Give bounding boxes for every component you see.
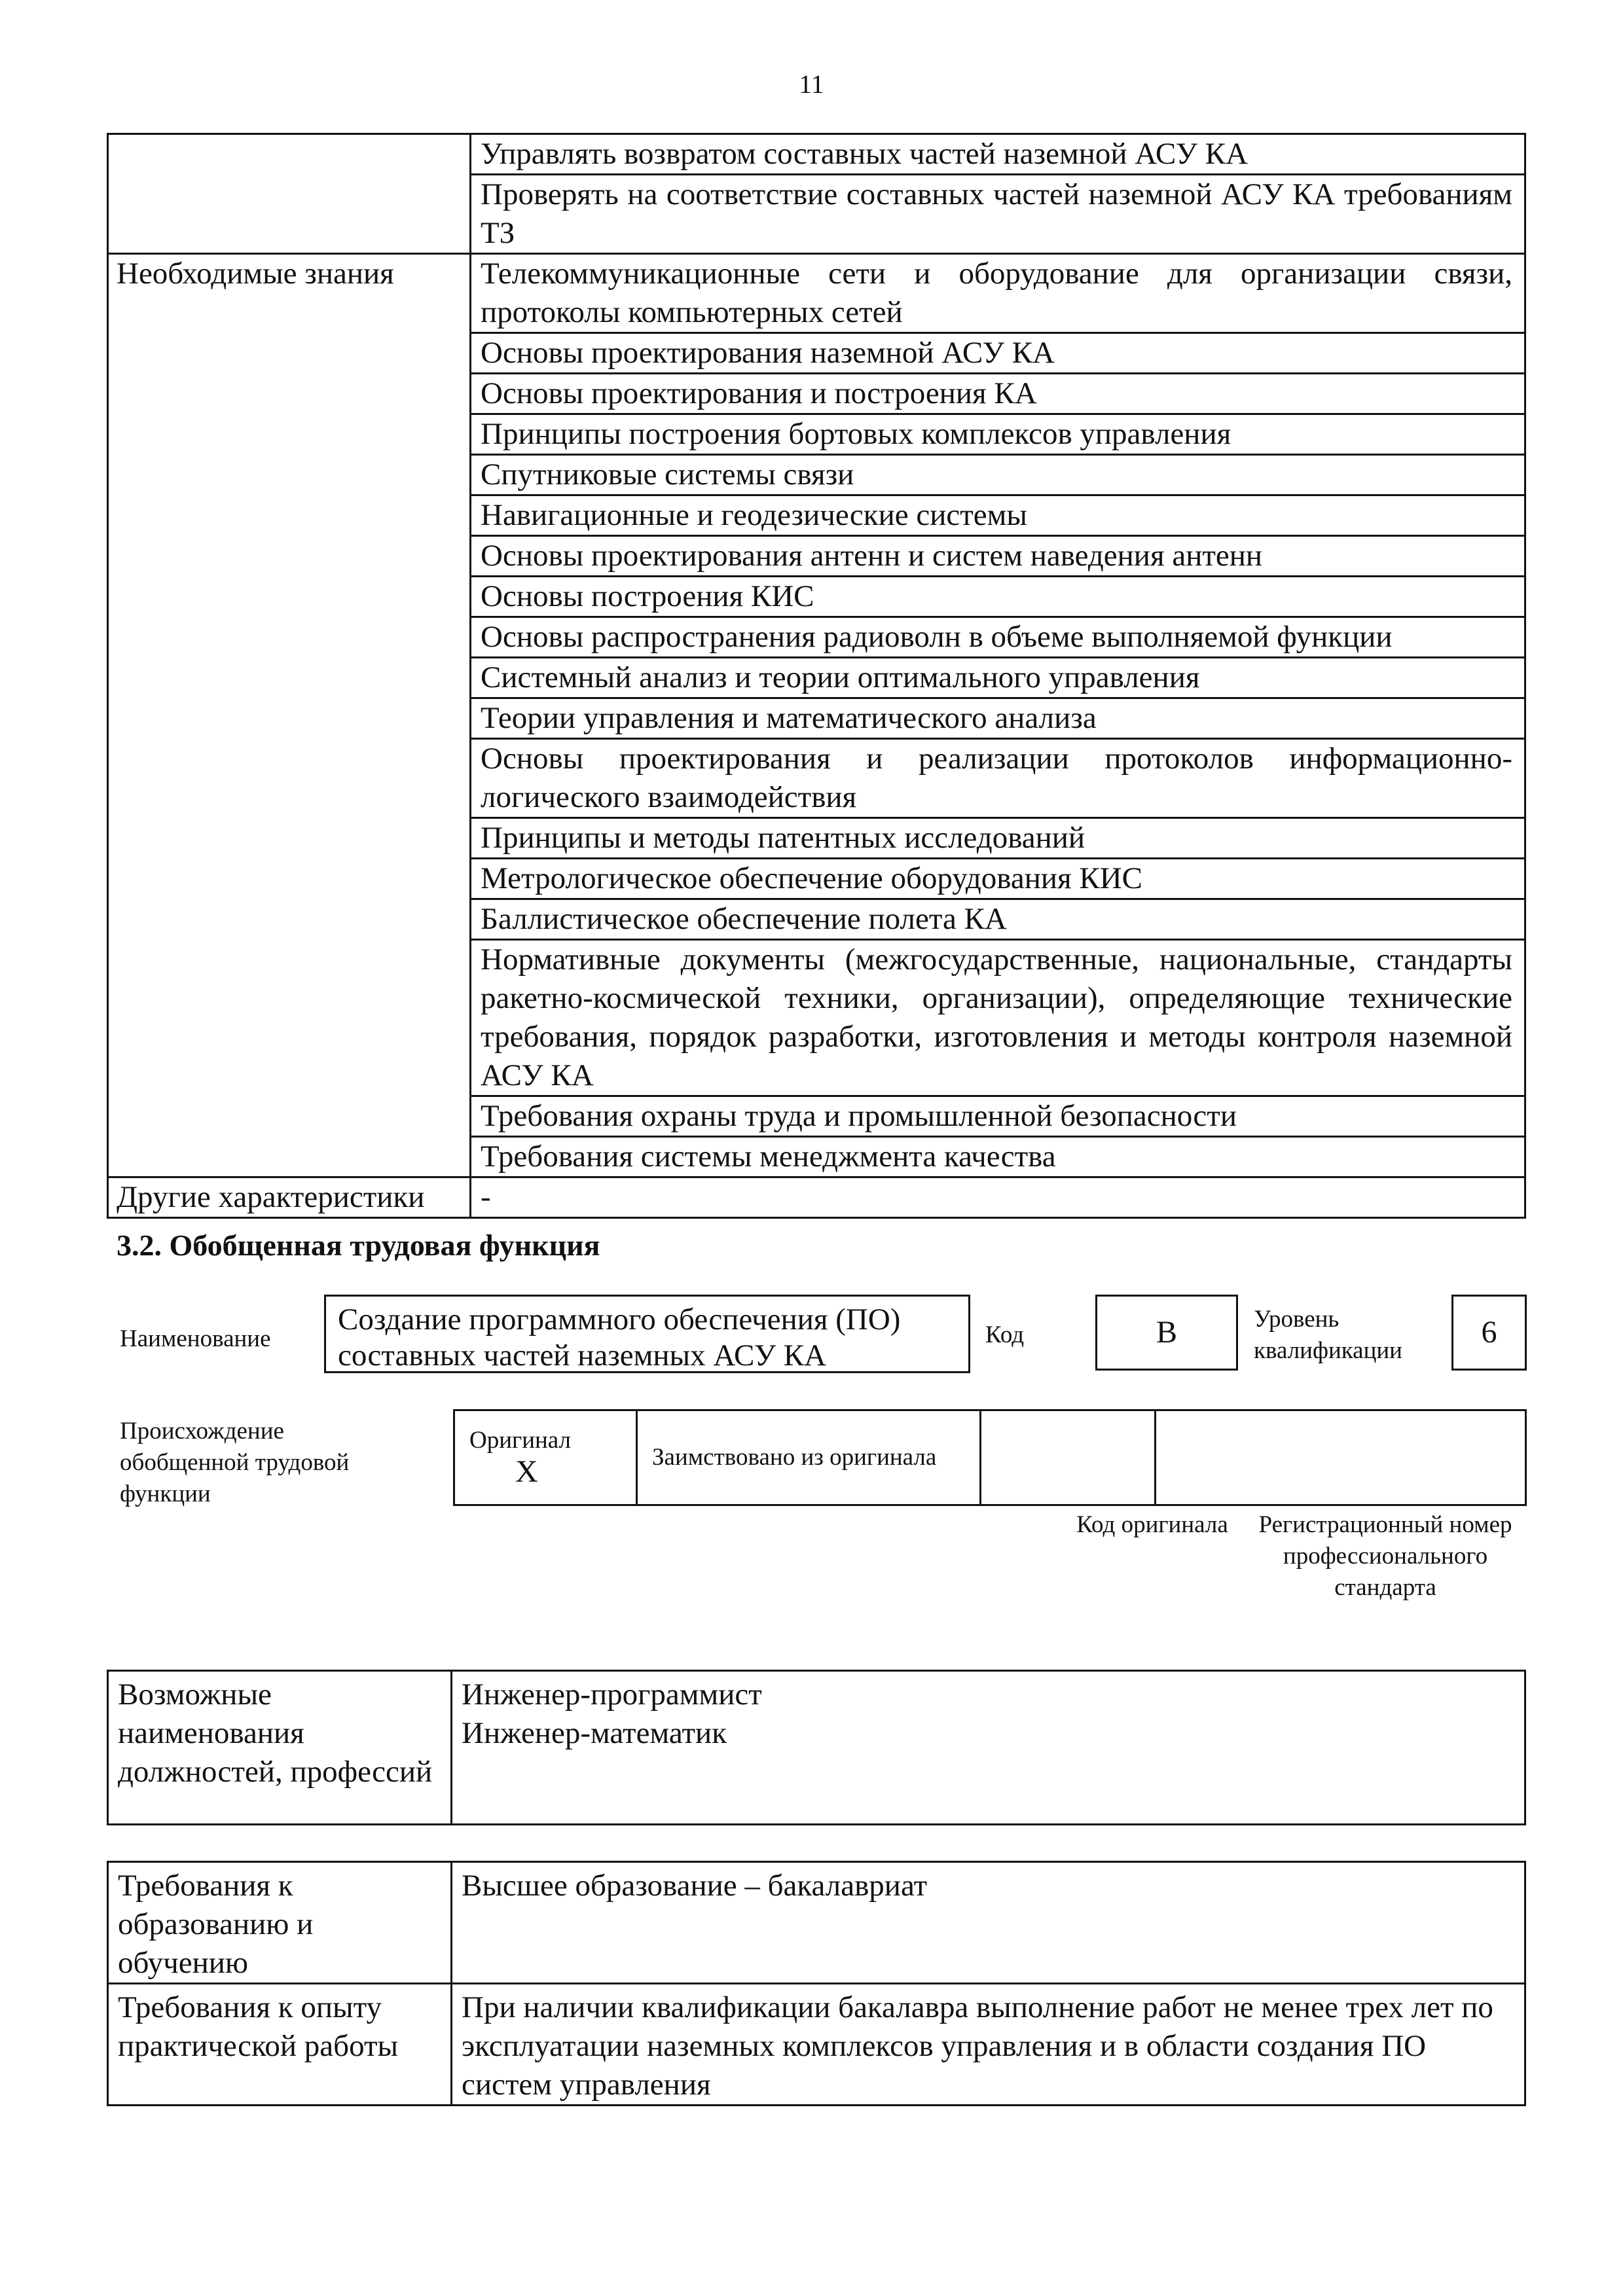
table-row (108, 1177, 1525, 1218)
row-text: Основы построения КИС (471, 577, 1525, 617)
code-label: Код (985, 1321, 1025, 1348)
experience-label: Требования к опыту практической работы (108, 1984, 452, 2106)
row-text: Принципы построения бортовых комплексов управления (471, 414, 1525, 455)
borrowed-label: Заимствовано из оригинала (637, 1410, 981, 1505)
position-item: Инженер-математик (462, 1716, 727, 1750)
original-mark: X (515, 1454, 538, 1489)
education-value: Высшее образование – бакалавриат (452, 1862, 1525, 1984)
knowledge-table (107, 133, 1526, 1219)
row-text: Проверять на соответствие составных частей наземной АСУ КА требованиям ТЗ (471, 175, 1525, 254)
row-text: Теории управления и математического анализа (471, 698, 1525, 739)
origin-table (453, 1409, 1527, 1506)
row-text: Основы проектирования наземной АСУ КА (471, 333, 1525, 374)
row-text: Требования охраны труда и промышленной безопасности (471, 1096, 1525, 1137)
row-text: Навигационные и геодезические системы (471, 495, 1525, 536)
row-text: Основы распространения радиоволн в объеме выполняемой функции (471, 617, 1525, 658)
row-text: Метрологическое обеспечение оборудования КИС (471, 859, 1525, 899)
row-label: Другие характеристики (108, 1177, 471, 1218)
row-label: Необходимые знания (108, 254, 471, 1177)
row-text: Нормативные документы (межгосударственные, национальные, стандарты ракетно-космической техники, организации), определяющие технические требования, порядок разработки, изготовления и методы контроля наземной АСУ КА (471, 940, 1525, 1096)
row-text: Управлять возвратом составных частей наземной АСУ КА (471, 134, 1525, 175)
experience-value: При наличии квалификации бакалавра выполнение работ не менее трех лет по эксплуатации наземных комплексов управления и в области создания ПО систем управления (452, 1984, 1525, 2106)
caption-reg-number: Регистрационный номер профессионального стандарта (1258, 1511, 1512, 1601)
name-label: Наименование (120, 1325, 271, 1352)
section-title: 3.2. Обобщенная трудовая функция (117, 1229, 600, 1262)
row-text: Системный анализ и теории оптимального управления (471, 658, 1525, 698)
function-name-box: Создание программного обеспечения (ПО) составных частей наземных АСУ КА (324, 1295, 970, 1373)
row-text: Основы проектирования и построения КА (471, 374, 1525, 414)
row-text: Требования системы менеджмента качества (471, 1137, 1525, 1177)
level-box: 6 (1451, 1295, 1527, 1371)
caption-original-code: Код оригинала (1076, 1511, 1228, 1538)
origin-label: Происхождение обобщенной трудовой функции (120, 1418, 350, 1507)
position-item: Инженер-программист (462, 1677, 762, 1712)
row-label (108, 134, 471, 254)
row-text: - (471, 1177, 1525, 1218)
reg-number-cell (1156, 1410, 1526, 1505)
table-row (108, 254, 1525, 333)
level-label: Уровень квалификации (1254, 1306, 1402, 1364)
code-box: B (1095, 1295, 1238, 1371)
requirements-table (107, 1861, 1526, 2106)
original-code-cell (981, 1410, 1156, 1505)
education-label: Требования к образованию и обучению (108, 1862, 452, 1984)
original-label: Оригинал (469, 1427, 572, 1454)
positions-values (452, 1671, 1525, 1825)
page-number: 11 (799, 69, 824, 99)
row-text: Баллистическое обеспечение полета КА (471, 899, 1525, 940)
row-text: Основы проектирования антенн и систем наведения антенн (471, 536, 1525, 577)
positions-label: Возможные наименования должностей, профессий (108, 1671, 452, 1825)
row-text: Основы проектирования и реализации протоколов информационно-логического взаимодействия (471, 739, 1525, 818)
positions-table (107, 1670, 1526, 1825)
row-text: Телекоммуникационные сети и оборудование для организации связи, протоколы компьютерных сетей (471, 254, 1525, 333)
row-text: Принципы и методы патентных исследований (471, 818, 1525, 859)
table-row (108, 134, 1525, 175)
row-text: Спутниковые системы связи (471, 455, 1525, 495)
